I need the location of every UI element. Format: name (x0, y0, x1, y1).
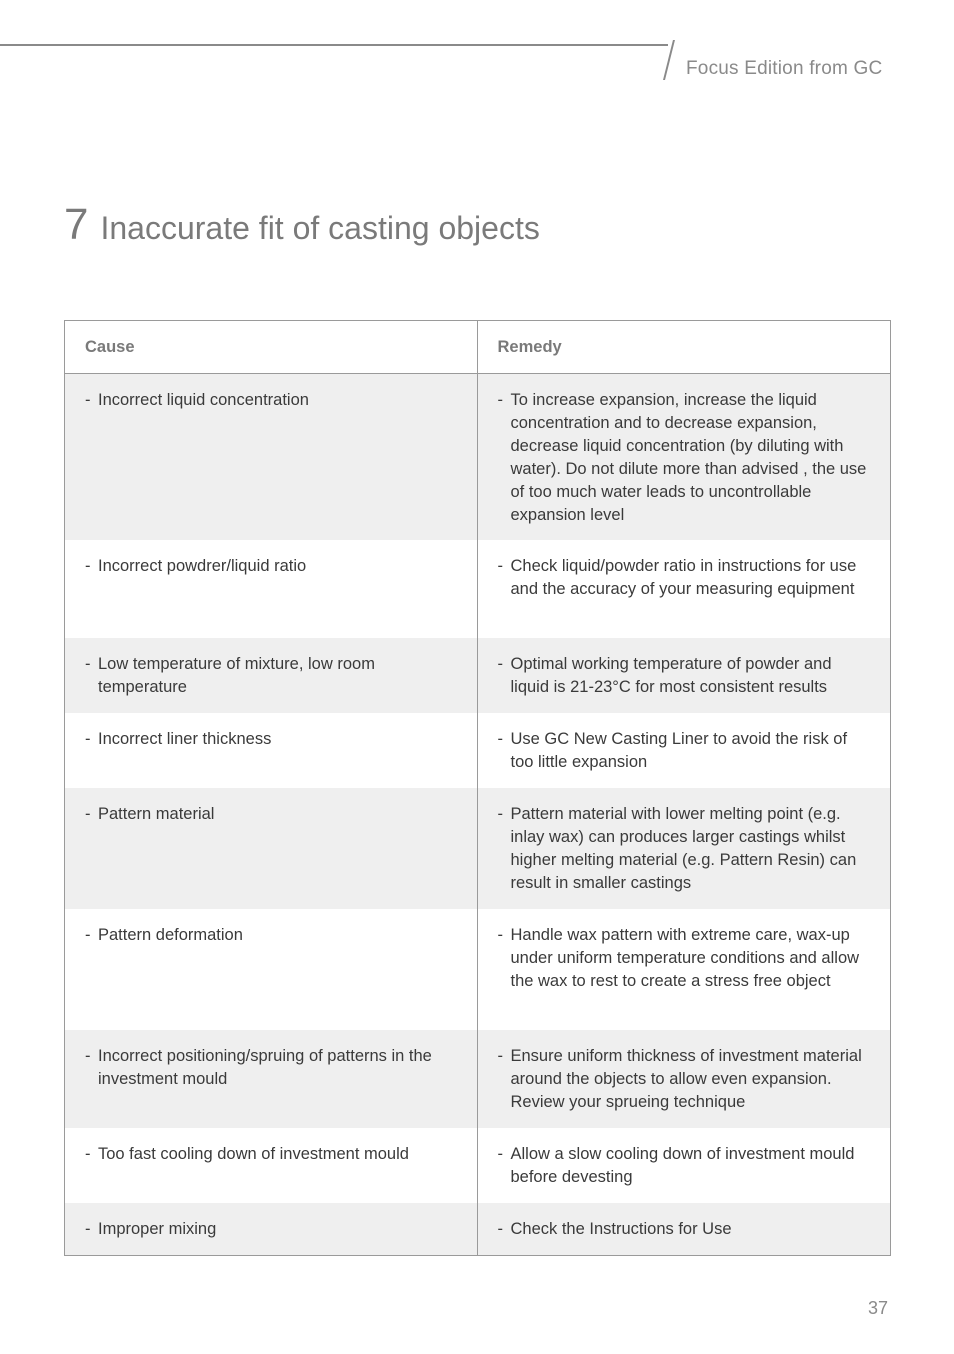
remedy-cell: - Pattern material with lower melting point (e.g. inlay wax) can produces larger castings whilst higher melting material (e.g. Pattern Resin) can result in smaller castings (478, 788, 891, 909)
remedy-cell: - Handle wax pattern with extreme care, wax-up under uniform temperature conditions and allow the wax to rest to create a stress free object (478, 909, 891, 1030)
cause-cell: - Pattern deformation (65, 909, 478, 1030)
remedy-text: Use GC New Casting Liner to avoid the risk of too little expansion (510, 730, 848, 771)
cause-text: Too fast cooling down of investment mould (98, 1145, 409, 1163)
remedy-cell: - Check liquid/powder ratio in instructions for use and the accuracy of your measuring equipment (478, 540, 891, 638)
chapter-number: 7 (64, 200, 89, 249)
cause-cell: - Low temperature of mixture, low room temperature (65, 638, 478, 713)
chapter-title: Inaccurate fit of casting objects (100, 210, 540, 246)
cause-cell: - Improper mixing (65, 1203, 478, 1255)
cause-text: Incorrect positioning/spruing of patterns in the investment mould (98, 1047, 432, 1088)
table-row (65, 788, 890, 909)
remedy-cell: - Optimal working temperature of powder and liquid is 21-23°C for most consistent results (478, 638, 891, 713)
remedy-cell: - Ensure uniform thickness of investment material around the objects to allow even expansion. Review your sprueing technique (478, 1030, 891, 1128)
table-row (65, 374, 890, 540)
table-row (65, 909, 890, 1030)
cause-cell: - Incorrect liner thickness (65, 713, 478, 788)
table-header-row (65, 321, 890, 374)
cause-cell: - Too fast cooling down of investment mould (65, 1128, 478, 1203)
cause-text: Incorrect powdrer/liquid ratio (98, 557, 307, 575)
remedy-cell: - To increase expansion, increase the liquid concentration and to decrease expansion, decrease liquid concentration (by diluting with water). Do not dilute more than advised , the use of too much water leads to uncontrollable expansion level (478, 374, 891, 540)
remedy-cell: - Check the Instructions for Use (478, 1203, 891, 1255)
header-remedy: Remedy (497, 338, 562, 356)
cause-cell: - Incorrect powdrer/liquid ratio (65, 540, 478, 638)
running-header: Focus Edition from GC (686, 58, 883, 79)
cause-remedy-table (64, 320, 891, 1256)
remedy-text: Optimal working temperature of powder and liquid is 21-23°C for most consistent results (510, 655, 832, 696)
table-row (65, 1203, 890, 1255)
cause-cell: - Incorrect positioning/spruing of patterns in the investment mould (65, 1030, 478, 1128)
remedy-text: Handle wax pattern with extreme care, wax-up under uniform temperature conditions and allow the wax to rest to create a stress free object (510, 926, 860, 990)
table-row (65, 638, 890, 713)
remedy-text: Ensure uniform thickness of investment material around the objects to allow even expansion. Review your sprueing technique (510, 1047, 862, 1111)
cause-text: Low temperature of mixture, low room temperature (98, 655, 375, 696)
header-slash-mark (663, 40, 675, 80)
remedy-text: Pattern material with lower melting point (e.g. inlay wax) can produces larger castings whilst higher melting material (e.g. Pattern Resin) can result in smaller castings (510, 805, 857, 892)
cause-cell: - Pattern material (65, 788, 478, 909)
cause-text: Pattern deformation (98, 926, 243, 944)
cause-text: Improper mixing (98, 1220, 217, 1238)
table-row (65, 1030, 890, 1128)
table-row (65, 1128, 890, 1203)
cause-text: Pattern material (98, 805, 215, 823)
remedy-cell: - Allow a slow cooling down of investment mould before devesting (478, 1128, 891, 1203)
page-number: 37 (868, 1298, 889, 1318)
remedy-text: Allow a slow cooling down of investment mould before devesting (510, 1145, 855, 1186)
chapter-heading (64, 200, 540, 250)
remedy-text: Check the Instructions for Use (510, 1220, 732, 1238)
remedy-text: Check liquid/powder ratio in instructions for use and the accuracy of your measuring equipment (510, 557, 857, 598)
header-cause: Cause (65, 321, 478, 373)
table-row (65, 713, 890, 788)
cause-cell: - Incorrect liquid concentration (65, 374, 478, 540)
cause-text: Incorrect liquid concentration (98, 391, 309, 409)
table-row (65, 540, 890, 638)
remedy-text: To increase expansion, increase the liquid concentration and to decrease expansion, decrease liquid concentration (by diluting with water). Do not dilute more than advised , the use of too much water leads to uncontrollable expansion level (510, 391, 867, 524)
header-rule (0, 44, 668, 46)
cause-text: Incorrect liner thickness (98, 730, 272, 748)
remedy-cell: - Use GC New Casting Liner to avoid the risk of too little expansion (478, 713, 891, 788)
